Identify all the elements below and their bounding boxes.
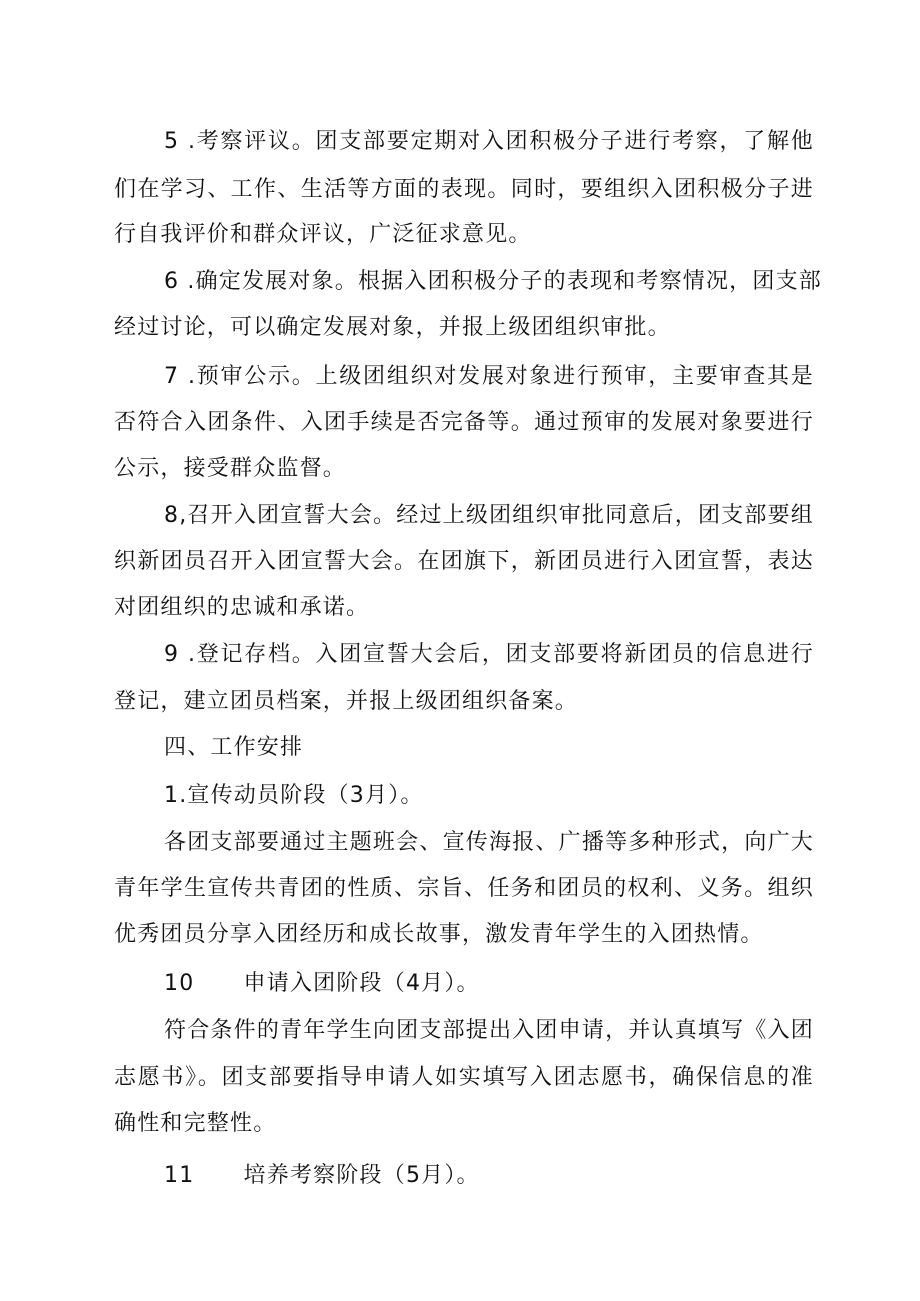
stage-10-line-3: 确性和完整性。: [114, 1111, 277, 1136]
paragraph-5-line-2: 们在学习、工作、生活等方面的表现。同时，要组织入团积极分子进: [114, 177, 814, 202]
paragraph-5-line-1: 5 .考察评议。团支部要定期对入团积极分子进行考察，了解他: [164, 129, 814, 154]
paragraph-6-line-2: 经过讨论，可以确定发展对象，并报上级团组织审批。: [114, 315, 671, 340]
section-heading: 四、工作安排: [164, 735, 304, 760]
paragraph-8-line-3: 对团组织的忠诚和承诺。: [114, 595, 370, 620]
paragraph-7-line-2: 否符合入团条件、入团手续是否完备等。通过预审的发展对象要进行: [114, 410, 814, 435]
paragraph-6-line-1: 6 .确定发展对象。根据入团积极分子的表现和考察情况，团支部: [164, 269, 822, 294]
paragraph-7-line-3: 公示，接受群众监督。: [114, 456, 347, 481]
stage-11-heading: 11 培养考察阶段（5月）。: [164, 1163, 480, 1188]
paragraph-5-line-3: 行自我评价和群众评议，广泛征求意见。: [114, 222, 532, 247]
stage-1-heading: 1.宣传动员阶段（3月）。: [164, 783, 424, 808]
paragraph-9-line-2: 登记，建立团员档案，并报上级团组织备案。: [114, 689, 579, 714]
stage-10-line-2: 志愿书》。团支部要指导申请人如实填写入团志愿书，确保信息的准: [114, 1065, 814, 1090]
stage-10-heading: 10 申请入团阶段（4月）。: [164, 971, 480, 996]
paragraph-8-line-1: 8,召开入团宣誓大会。经过上级团组织审批同意后，团支部要组: [164, 503, 814, 528]
stage-1-line-1: 各团支部要通过主题班会、宣传海报、广播等多种形式，向广大: [164, 830, 814, 855]
paragraph-9-line-1: 9 .登记存档。入团宣誓大会后，团支部要将新团员的信息进行: [164, 642, 814, 667]
stage-1-line-3: 优秀团员分享入团经历和成长故事，激发青年学生的入团热情。: [114, 922, 764, 947]
paragraph-7-line-1: 7 .预审公示。上级团组织对发展对象进行预审，主要审查其是: [164, 364, 814, 389]
paragraph-8-line-2: 织新团员召开入团宣誓大会。在团旗下，新团员进行入团宣誓，表达: [114, 549, 814, 574]
stage-10-line-1: 符合条件的青年学生向团支部提出入团申请，并认真填写《入团: [164, 1018, 814, 1043]
stage-1-line-2: 青年学生宣传共青团的性质、宗旨、任务和团员的权利、义务。组织: [114, 876, 814, 901]
